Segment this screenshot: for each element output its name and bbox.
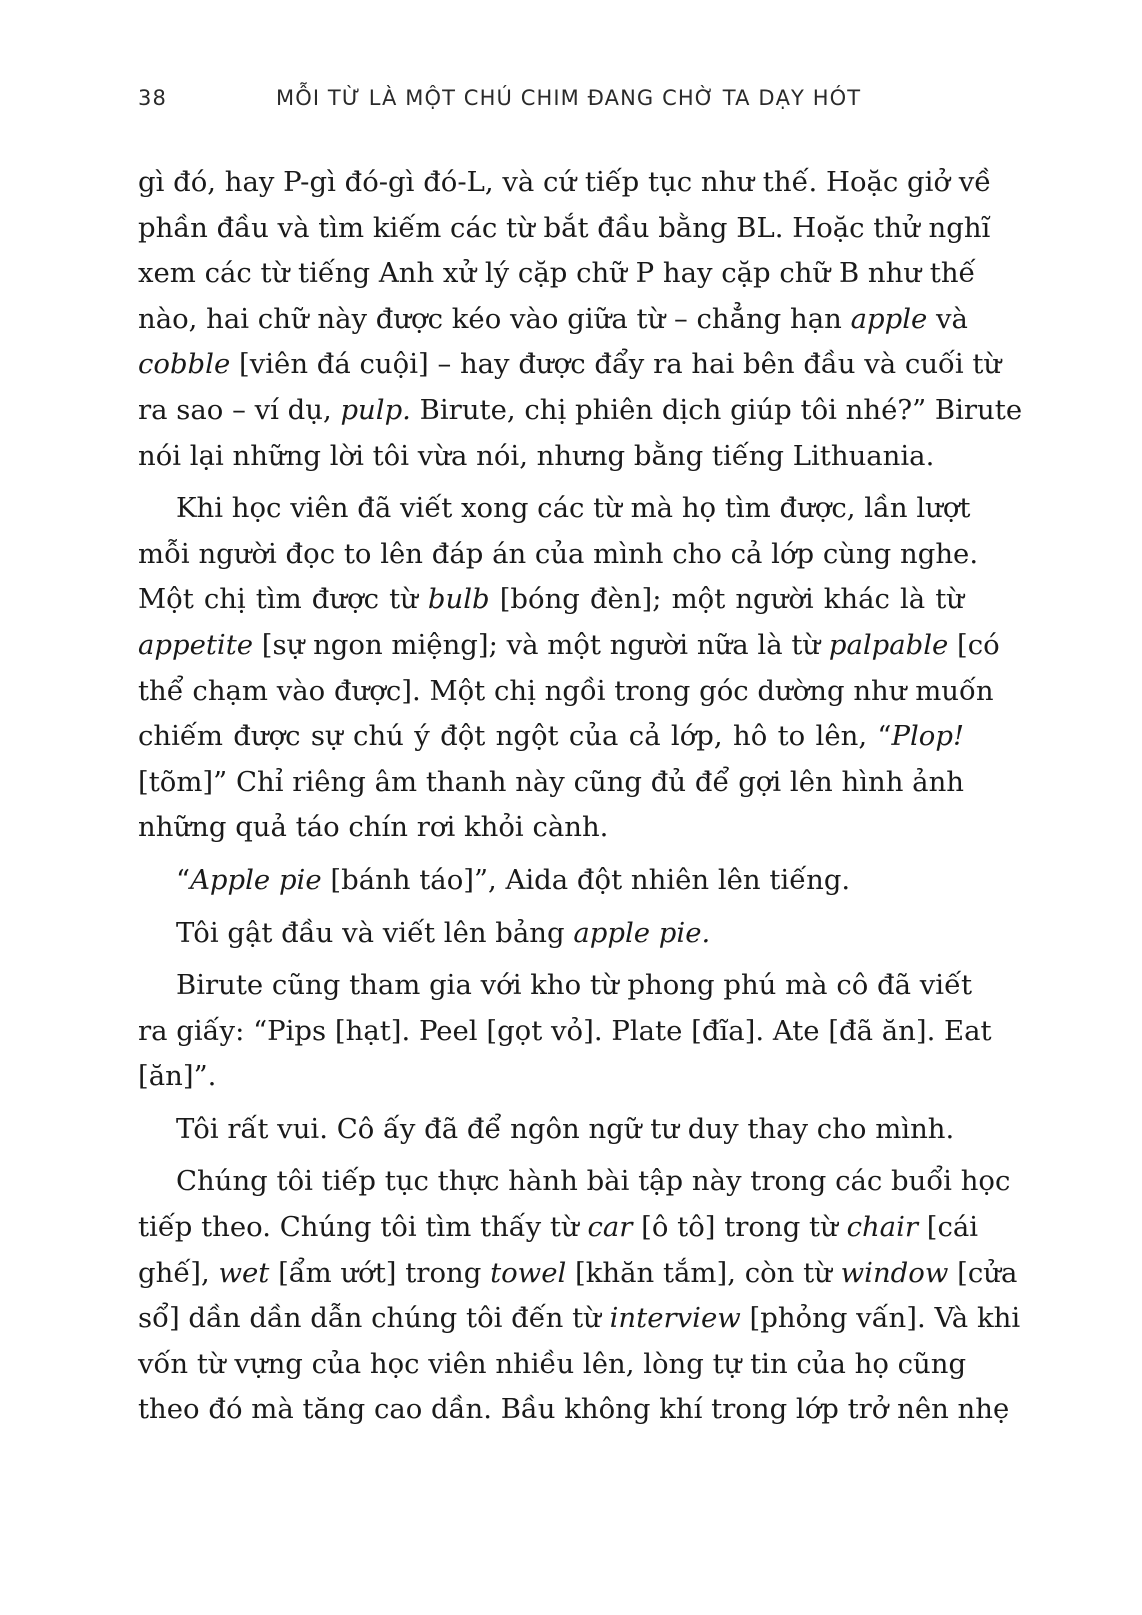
italic-term: palpable xyxy=(828,628,949,661)
paragraph xyxy=(138,160,1023,479)
text-run: chiếm được sự chú ý đột ngột của cả lớp, hô to lên, “ xyxy=(138,720,892,753)
text-run: ghế], xyxy=(138,1256,219,1289)
text-run: [ẩm ướt] trong xyxy=(269,1256,491,1289)
paragraph xyxy=(138,1159,1021,1433)
italic-term: cobble xyxy=(138,348,231,381)
text-line xyxy=(138,206,991,252)
text-run: Chúng tôi tiếp tục thực hành bài tập này trong các buổi học xyxy=(176,1165,1011,1198)
text-run: [ô tô] trong từ xyxy=(632,1211,847,1244)
italic-term: interview xyxy=(609,1302,741,1335)
text-line xyxy=(138,486,971,532)
text-line xyxy=(138,1159,1011,1205)
text-run: [viên đá cuội] – hay được đẩy ra hai bên đầu và cuối từ xyxy=(230,348,1002,381)
text-run: Tôi rất vui. Cô ấy đã để ngôn ngữ tư duy thay cho mình. xyxy=(176,1112,955,1145)
text-line xyxy=(138,760,964,806)
text-run: Một chị tìm được từ xyxy=(138,583,428,616)
text-line xyxy=(138,858,964,904)
text-run: “ xyxy=(176,863,191,896)
text-run: [bóng đèn]; một người khác là từ xyxy=(489,583,965,616)
italic-term: apple xyxy=(850,302,928,335)
text-run: nào, hai chữ này được kéo vào giữa từ – chẳng hạn xyxy=(138,302,851,335)
text-line xyxy=(138,388,1023,434)
text-run: [cái xyxy=(918,1211,979,1244)
italic-term: bulb xyxy=(427,583,490,616)
text-line xyxy=(138,251,976,297)
text-run: gì đó, hay P-gì đó-gì đó-L, và cứ tiếp tục như thế. Hoặc giở về xyxy=(138,166,992,198)
text-run: theo đó mà tăng cao dần. Bầu không khí trong lớp trở nên nhẹ xyxy=(138,1393,1010,1426)
text-run: vốn từ vựng của học viên nhiều lên, lòng tự tin của họ cũng xyxy=(138,1347,967,1380)
text-line xyxy=(138,434,964,480)
text-line xyxy=(138,1009,992,1055)
text-run: thể chạm vào được]. Một chị ngồi trong góc dường như muốn xyxy=(138,674,994,707)
text-run: [ăn]”. xyxy=(138,1060,217,1093)
text-line xyxy=(138,963,973,1009)
text-line xyxy=(138,1054,964,1100)
italic-term: wet xyxy=(218,1256,270,1289)
running-header xyxy=(138,86,966,118)
paragraph xyxy=(138,1107,964,1153)
italic-term: car xyxy=(587,1211,633,1244)
text-line xyxy=(138,577,964,623)
italic-term: chair xyxy=(846,1211,919,1244)
text-run: Tôi gật đầu và viết lên bảng xyxy=(176,916,574,949)
text-run: những quả táo chín rơi khỏi cành. xyxy=(138,811,609,844)
text-line xyxy=(138,1342,967,1388)
text-run: Birute, chị phiên dịch giúp tôi nhé?” Birute xyxy=(410,393,1023,426)
text-run: mỗi người đọc to lên đáp án của mình cho cả lớp cùng nghe. xyxy=(138,537,979,570)
text-line xyxy=(138,297,968,343)
paragraph xyxy=(138,911,964,957)
text-line xyxy=(138,532,979,578)
text-run: [sự ngon miệng]; và một người nữa là từ xyxy=(253,628,829,661)
text-line xyxy=(138,1296,1021,1342)
text-line xyxy=(138,1107,964,1153)
paragraph xyxy=(138,858,964,904)
text-line xyxy=(138,805,964,851)
text-line xyxy=(138,1205,979,1251)
text-run: Birute cũng tham gia với kho từ phong phú mà cô đã viết xyxy=(176,969,973,1002)
text-line xyxy=(138,623,1000,669)
text-run: [bánh táo]”, Aida đột nhiên lên tiếng. xyxy=(321,863,851,896)
body-text xyxy=(138,160,1023,1433)
text-run: Khi học viên đã viết xong các từ mà họ tìm được, lần lượt xyxy=(176,492,971,525)
text-line xyxy=(138,669,994,715)
text-line xyxy=(138,911,964,957)
text-run: [khăn tắm], còn từ xyxy=(566,1256,841,1289)
text-run: phần đầu và tìm kiếm các từ bắt đầu bằng BL. Hoặc thử nghĩ xyxy=(138,211,991,244)
text-run: nói lại những lời tôi vừa nói, nhưng bằng tiếng Lithuania. xyxy=(138,439,935,472)
italic-term: pulp. xyxy=(340,393,411,426)
text-run: [tõm]” Chỉ riêng âm thanh này cũng đủ để gợi lên hình ảnh xyxy=(138,765,964,798)
paragraph xyxy=(138,963,992,1100)
text-run: ra giấy: “Pips [hạt]. Peel [gọt vỏ]. Plate [đĩa]. Ate [đã ăn]. Eat xyxy=(138,1014,992,1047)
text-line xyxy=(138,160,992,206)
running-title: MỖI TỪ LÀ MỘT CHÚ CHIM ĐANG CHỜ TA DẠY HÓT xyxy=(276,86,862,110)
text-run: tiếp theo. Chúng tôi tìm thấy từ xyxy=(138,1211,588,1244)
paragraph xyxy=(138,486,1000,851)
text-line xyxy=(138,1251,1018,1297)
text-line xyxy=(138,714,964,760)
text-run: [phỏng vấn]. Và khi xyxy=(740,1302,1021,1335)
italic-term: window xyxy=(840,1256,949,1289)
italic-term: towel xyxy=(490,1256,567,1289)
italic-term: Apple pie xyxy=(190,863,322,896)
italic-term: apple pie. xyxy=(573,916,711,949)
text-run: [có xyxy=(948,628,1000,661)
text-line xyxy=(138,342,1002,388)
text-run: và xyxy=(927,302,968,335)
italic-term: Plop! xyxy=(891,720,964,753)
page-number: 38 xyxy=(138,86,167,110)
text-run: xem các từ tiếng Anh xử lý cặp chữ P hay cặp chữ B như thế xyxy=(138,257,976,290)
text-run: sổ] dần dần dẫn chúng tôi đến từ xyxy=(138,1302,610,1335)
text-run: ra sao – ví dụ, xyxy=(138,393,341,426)
text-run: [cửa xyxy=(948,1256,1018,1289)
italic-term: appetite xyxy=(138,628,254,661)
text-line xyxy=(138,1387,1010,1433)
